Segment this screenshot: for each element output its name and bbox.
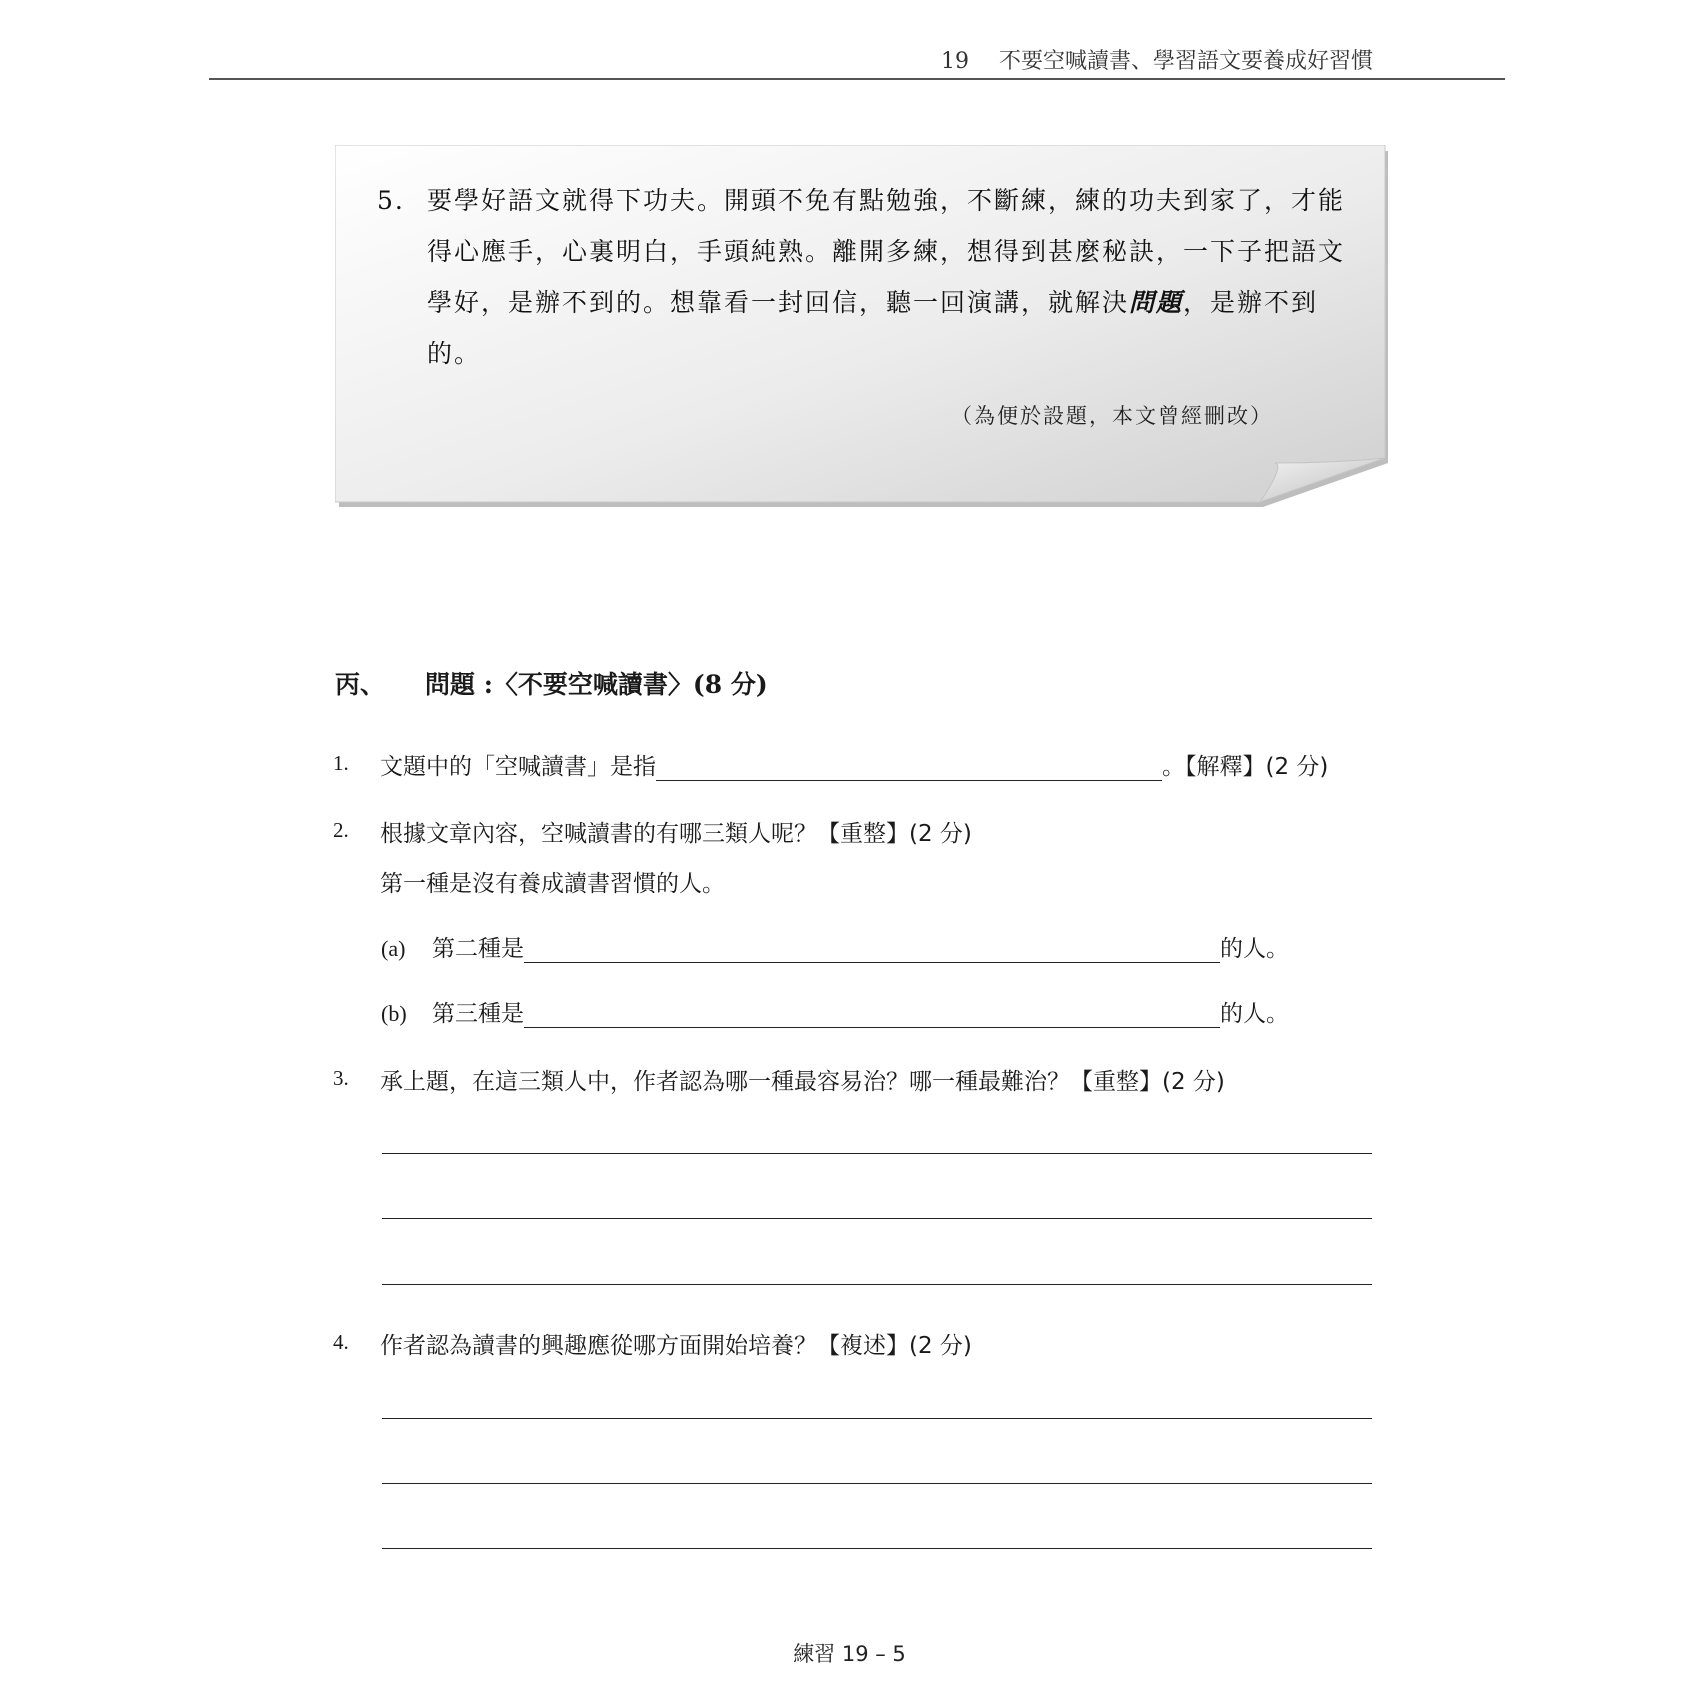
answer-blank[interactable] bbox=[656, 754, 1162, 781]
paragraph-text-part2: ，是辦不到的。 bbox=[427, 288, 1319, 368]
question-2a bbox=[381, 930, 1289, 963]
source-note: （為便於設題，本文曾經刪改） bbox=[951, 404, 1273, 428]
answer-line[interactable] bbox=[382, 1548, 1372, 1549]
answer-line[interactable] bbox=[382, 1483, 1372, 1484]
part-label: (a) bbox=[381, 936, 406, 961]
passage-box bbox=[335, 145, 1393, 508]
answer-blank[interactable] bbox=[524, 936, 1220, 963]
paragraph-body bbox=[427, 175, 1362, 379]
answer-line[interactable] bbox=[382, 1218, 1372, 1219]
paragraph-text-part1: 要學好語文就得下功夫。開頭不免有點勉強，不斷練，練的功夫到家了，才能得心應手，心裏明白，手頭純熟。離開多練，想得到甚麼秘訣，一下子把語文學好，是辦不到的。想靠看一封回信，聽一回演講，就解決 bbox=[427, 186, 1346, 317]
page-footer: 練習 19 – 5 bbox=[793, 1642, 906, 1666]
section-title bbox=[335, 665, 768, 701]
question-text bbox=[380, 748, 1328, 781]
question-text: 承上題，在這三類人中，作者認為哪一種最容易治？哪一種最難治？【重整】(2 分) bbox=[380, 1069, 1225, 1095]
question-text: 根據文章內容，空喊讀書的有哪三類人呢？【重整】(2 分) bbox=[380, 821, 972, 847]
answer-line[interactable] bbox=[382, 1153, 1372, 1154]
paragraph-number: 5. bbox=[377, 186, 405, 215]
answer-line[interactable] bbox=[382, 1418, 1372, 1419]
header-text bbox=[941, 44, 1373, 75]
chapter-title: 不要空喊讀書、學習語文要養成好習慣 bbox=[998, 49, 1373, 74]
page-header bbox=[209, 40, 1505, 80]
part-prefix: 第三種是 bbox=[432, 1001, 524, 1027]
answer-line[interactable] bbox=[382, 1284, 1372, 1285]
answer-blank[interactable] bbox=[524, 1001, 1220, 1028]
given-answer: 第一種是沒有養成讀書習慣的人。 bbox=[380, 871, 725, 897]
part-label: (b) bbox=[381, 1001, 407, 1026]
passage-text bbox=[377, 175, 1362, 379]
chapter-number: 19 bbox=[940, 49, 969, 74]
question-text: 作者認為讀書的興趣應從哪方面開始培養？【複述】(2 分) bbox=[380, 1333, 972, 1359]
question-number: 3. bbox=[333, 1066, 349, 1090]
question-2b bbox=[381, 995, 1289, 1028]
question-number: 4. bbox=[333, 1330, 349, 1354]
question-number: 2. bbox=[333, 818, 349, 842]
part-suffix: 的人。 bbox=[1220, 936, 1289, 962]
section-label: 丙、 bbox=[335, 670, 386, 699]
question-1-prompt: 文題中的「空喊讀書」是指 bbox=[380, 754, 656, 780]
question-1-suffix: 。【解釋】(2 分) bbox=[1162, 754, 1329, 780]
question-number: 1. bbox=[333, 751, 349, 775]
part-prefix: 第二種是 bbox=[432, 936, 524, 962]
section-heading: 問題 :〈不要空喊讀書〉(8 分) bbox=[425, 670, 768, 699]
part-suffix: 的人。 bbox=[1220, 1001, 1289, 1027]
emphasized-word: 問題 bbox=[1129, 288, 1184, 317]
